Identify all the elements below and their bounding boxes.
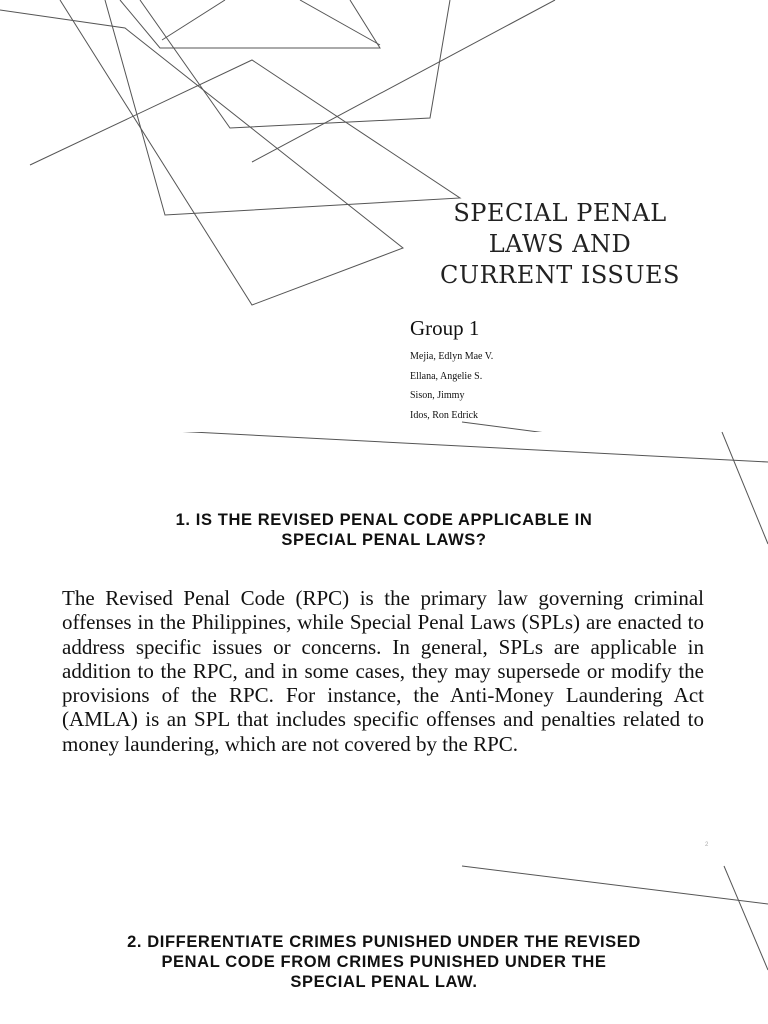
heading-line: SPECIAL PENAL LAWS? (281, 531, 487, 549)
question-2-heading (60, 932, 708, 992)
heading-line: SPECIAL PENAL LAW. (290, 973, 478, 991)
title-slide (0, 0, 768, 432)
heading-line: 2. DIFFERENTIATE CRIMES PUNISHED UNDER THE REVISED (127, 933, 641, 951)
answer-paragraph: The Revised Penal Code (RPC) is the primary law governing criminal offenses in the Philippines, while Special Penal Laws (SPLs) are enacted to address specific issues or concerns. In general, SPLs are applicable in addition to the RPC, and in some cases, they may supersede or modify the provisions of the RPC. For instance, the Anti-Money Laundering Act (AMLA) is an SPL that includes specific offenses and penalties related to money laundering, which are not covered by the RPC. (62, 586, 704, 756)
question-1-slide (0, 432, 768, 862)
question-2-slide (0, 862, 768, 1024)
member-list (410, 347, 493, 425)
page-number: 2 (705, 842, 709, 848)
question-1-heading (60, 510, 708, 550)
heading-line: PENAL CODE FROM CRIMES PUNISHED UNDER THE (161, 953, 607, 971)
heading-line: 1. IS THE REVISED PENAL CODE APPLICABLE IN (175, 511, 593, 529)
member-name: Ellana, Angelie S. (410, 370, 483, 382)
group-title: Group 1 (410, 316, 480, 340)
member-name: Sison, Jimmy (410, 390, 465, 401)
presentation-title: SPECIAL PENAL LAWS AND CURRENT ISSUES (439, 199, 680, 289)
member-name: Idos, Ron Edrick (410, 409, 479, 421)
member-name: Mejia, Edlyn Mae V. (410, 351, 494, 362)
